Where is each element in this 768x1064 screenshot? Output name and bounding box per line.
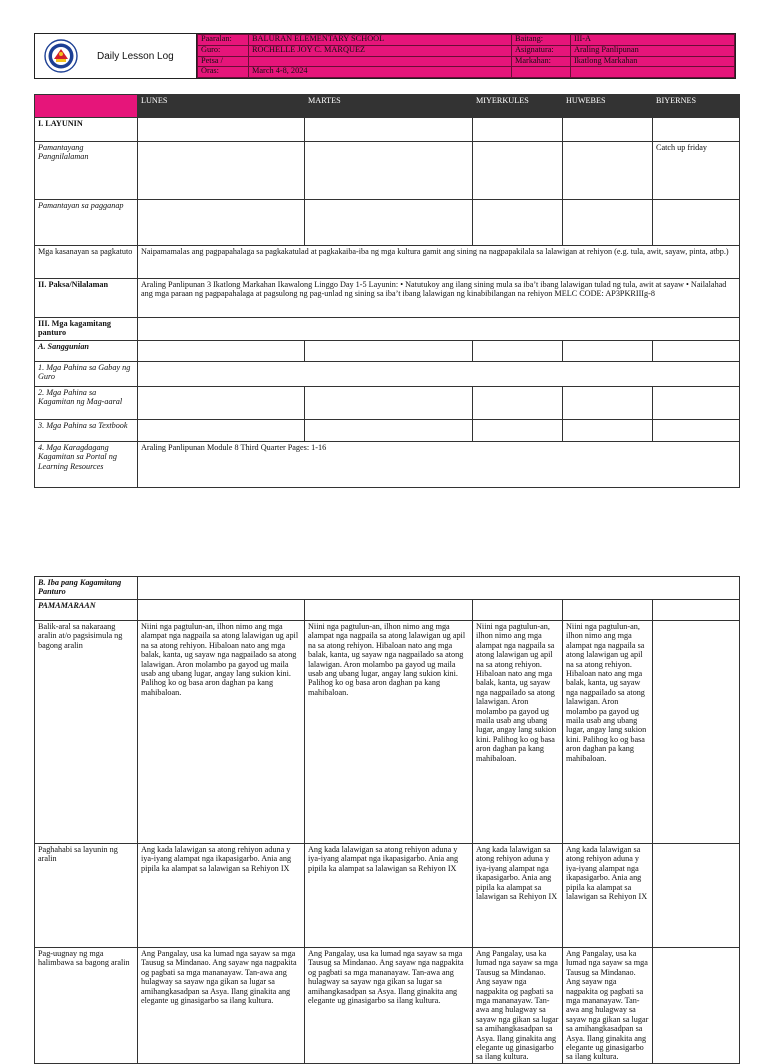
guro-value: ROCHELLE JOY C. MARQUEZ xyxy=(249,45,512,56)
pamantayang-label: Pamantayang Pangnilalaman xyxy=(35,142,138,200)
sanggunian-label: A. Sanggunian xyxy=(35,341,138,362)
deped-seal-icon xyxy=(44,39,78,73)
petsa-label: Petsa / xyxy=(198,56,249,67)
karagdagang-label: 4. Mga Karagdagang Kagamitan sa Portal ng Learning Resources xyxy=(35,442,138,488)
kagamitan-label: III. Mga kagamitang panturo xyxy=(35,318,138,341)
balik-aral-lunes: Niini nga pagtulun-an, ilhon nimo ang mga alampat nga nagpaila sa atong lalawigan ug apil na sa atong rehiyon. Hibaloan nato ang mga balak, kanta, ug sayaw nga nagpailado sa atong lalawigan. Aron molambo pa gayod ug maila usab ang ubang lugar, angay lang sukion kini. Palihog ko og basa aron daghan pa kang mahibaloan. xyxy=(138,621,305,844)
catch-up-note: Catch up friday xyxy=(653,142,740,200)
day-miyerkules: MIYERKULES xyxy=(473,95,563,118)
pamamaraan-label: PAMAMARAAN xyxy=(35,600,138,621)
gabay-label: 1. Mga Pahina sa Gabay ng Guro xyxy=(35,362,138,387)
day-huwebes: HUWEBES xyxy=(563,95,653,118)
baitang-label: Baitang: xyxy=(512,35,571,46)
header-block xyxy=(34,33,736,79)
school-info xyxy=(197,34,735,78)
day-martes: MARTES xyxy=(305,95,473,118)
pag-uugnay-label: Pag-uugnay ng mga halimbawa sa bagong aralin xyxy=(35,948,138,1064)
paksa-text: Araling Panlipunan 3 Ikatlong Markahan Ikawalong Linggo Day 1-5 Layunin: • Natutukoy ang ilang sining mula sa iba’t ibang lalawigan tulad ng tula, awit at sayaw • Nailalahad ang mga paraan ng pagpapahalaga at pagsulong ng pag-unlad ng sining sa iba’t ibang lalawigan ng kinabibilangan na rehiyon MELC CODE: AP3PKRIIIg-8 xyxy=(138,279,740,318)
pag-uugnay-huwebes: Ang Pangalay, usa ka lumad nga sayaw sa mga Tausug sa Mindanao. Ang sayaw nga nagpakita og pagbati sa mga mananayaw. Tan-awa ang hulagway sa sayaw nga gikan sa lugar sa amihangkasadpan sa Asya. Ilang ginakita ang elegante ug ginasigarbo sa ilang kultura. xyxy=(563,948,653,1064)
textbook-label: 3. Mga Pahina sa Textbook xyxy=(35,420,138,442)
oras-label: Oras: xyxy=(198,67,249,78)
paaralan-label: Paaralan: xyxy=(198,35,249,46)
balik-aral-huwebes: Niini nga pagtulun-an, ilhon nimo ang mga alampat nga nagpaila sa atong lalawigan ug apil na sa atong rehiyon. Hibaloan nato ang mga balak, kanta, ug sayaw nga nagpailado sa atong lalawigan. Aron molambo pa gayod ug maila usab ang ubang lugar, angay lang sukion kini. Palihog ko og basa aron daghan pa kang mahibaloan. xyxy=(563,621,653,844)
balik-aral-label: Balik-aral sa nakaraang aralin at/o pagsisimula ng bagong aralin xyxy=(35,621,138,844)
paghahabi-lunes: Ang kada lalawigan sa atong rehiyon aduna y iya-iyang alampat nga ikapasigarbo. Ania ang pipila ka alampat sa lalawigan sa Rehiyon IX xyxy=(138,844,305,948)
asignatura-label: Asignatura: xyxy=(512,45,571,56)
paghahabi-martes: Ang kada lalawigan sa atong rehiyon aduna y iya-iyang alampat nga ikapasigarbo. Ania ang pipila ka alampat sa lalawigan sa Rehiyon IX xyxy=(305,844,473,948)
baitang-value: III-A xyxy=(571,35,735,46)
pag-uugnay-lunes: Ang Pangalay, usa ka lumad nga sayaw sa mga Tausug sa Mindanao. Ang sayaw nga nagpakita og pagbati sa mga mananayaw. Tan-awa ang hulagway sa sayaw nga gikan sa lugar sa amihangkasadpan sa Asya. Ilang ginakita ang elegante ug ginasigarbo sa ilang kultura. xyxy=(138,948,305,1064)
guro-label: Guro: xyxy=(198,45,249,56)
day-biyernes: BIYERNES xyxy=(653,95,740,118)
iba-pang-label: B. Iba pang Kagamitang Panturo xyxy=(35,577,138,600)
markahan-label: Markahan: xyxy=(512,56,571,67)
petsa-value: March 4-8, 2024 xyxy=(249,67,512,78)
asignatura-value: Araling Panlipunan xyxy=(571,45,735,56)
kasanayan-text: Naipamamalas ang pagpapahalaga sa pagkakatulad at pagkakaiba-iba ng mga kultura gamit ang sining na nagpapakilala sa lalawigan at rehiyon (e.g. tula, awit, sayaw, pinta, atbp.) xyxy=(138,246,740,279)
kasanayan-label: Mga kasanayan sa pagkatuto xyxy=(35,246,138,279)
info-empty-1 xyxy=(512,67,571,78)
info-empty-2 xyxy=(571,67,735,78)
header-corner xyxy=(35,95,138,118)
balik-aral-miyerkules: Niini nga pagtulun-an, ilhon nimo ang mga alampat nga nagpaila sa atong lalawigan ug apil na sa atong rehiyon. Hibaloan nato ang mga balak, kanta, ug sayaw nga nagpailado sa atong lalawigan. Aron molambo pa gayod ug maila usab ang ubang lugar, angay lang sukion kini. Palihog ko og basa aron daghan pa kang mahibaloan. xyxy=(473,621,563,844)
paaralan-value: BALURAN ELEMENTARY SCHOOL xyxy=(249,35,512,46)
pag-uugnay-martes: Ang Pangalay, usa ka lumad nga sayaw sa mga Tausug sa Mindanao. Ang sayaw nga nagpakita og pagbati sa mga mananayaw. Tan-awa ang hulagway sa sayaw nga gikan sa lugar sa amihangkasadpan sa Asya. Ilang ginakita ang elegante ug ginasigarbo sa ilang kultura. xyxy=(305,948,473,1064)
logo-cell xyxy=(35,34,197,78)
kagamitan-mag-aaral-label: 2. Mga Pahina sa Kagamitan ng Mag-aaral xyxy=(35,387,138,420)
balik-aral-martes: Niini nga pagtulun-an, ilhon nimo ang mga alampat nga nagpaila sa atong lalawigan ug apil na sa atong rehiyon. Hibaloan nato ang mga balak, kanta, ug sayaw nga nagpailado sa atong lalawigan. Aron molambo pa gayod ug maila usab ang ubang lugar, angay lang sukion kini. Palihog ko og basa aron daghan pa kang mahibaloan. xyxy=(305,621,473,844)
paghahabi-huwebes: Ang kada lalawigan sa atong rehiyon aduna y iya-iyang alampat nga ikapasigarbo. Ania ang pipila ka alampat sa lalawigan sa Rehiyon IX xyxy=(563,844,653,948)
petsa-spacer xyxy=(249,56,512,67)
pag-uugnay-miyerkules: Ang Pangalay, usa ka lumad nga sayaw sa mga Tausug sa Mindanao. Ang sayaw nga nagpakita og pagbati sa mga mananayaw. Tan-awa ang hulagway sa sayaw nga gikan sa lugar sa amihangkasadpan sa Asya. Ilang ginakita ang elegante ug ginasigarbo sa ilang kultura. xyxy=(473,948,563,1064)
lesson-table-2 xyxy=(34,576,740,1064)
layunin-label: I. LAYUNIN xyxy=(35,118,138,142)
lesson-table-1 xyxy=(34,94,740,488)
karagdagang-text: Araling Panlipunan Module 8 Third Quarter Pages: 1-16 xyxy=(138,442,740,488)
paghahabi-label: Paghahabi sa layunin ng aralin xyxy=(35,844,138,948)
markahan-value: Ikatlong Markahan xyxy=(571,56,735,67)
pamantayan-pagganap-label: Pamantayan sa pagganap xyxy=(35,200,138,246)
logo-title: Daily Lesson Log xyxy=(97,51,174,62)
day-lunes: LUNES xyxy=(138,95,305,118)
paghahabi-miyerkules: Ang kada lalawigan sa atong rehiyon aduna y iya-iyang alampat nga ikapasigarbo. Ania ang pipila ka alampat sa lalawigan sa Rehiyon IX xyxy=(473,844,563,948)
paksa-label: II. Paksa/Nilalaman xyxy=(35,279,138,318)
